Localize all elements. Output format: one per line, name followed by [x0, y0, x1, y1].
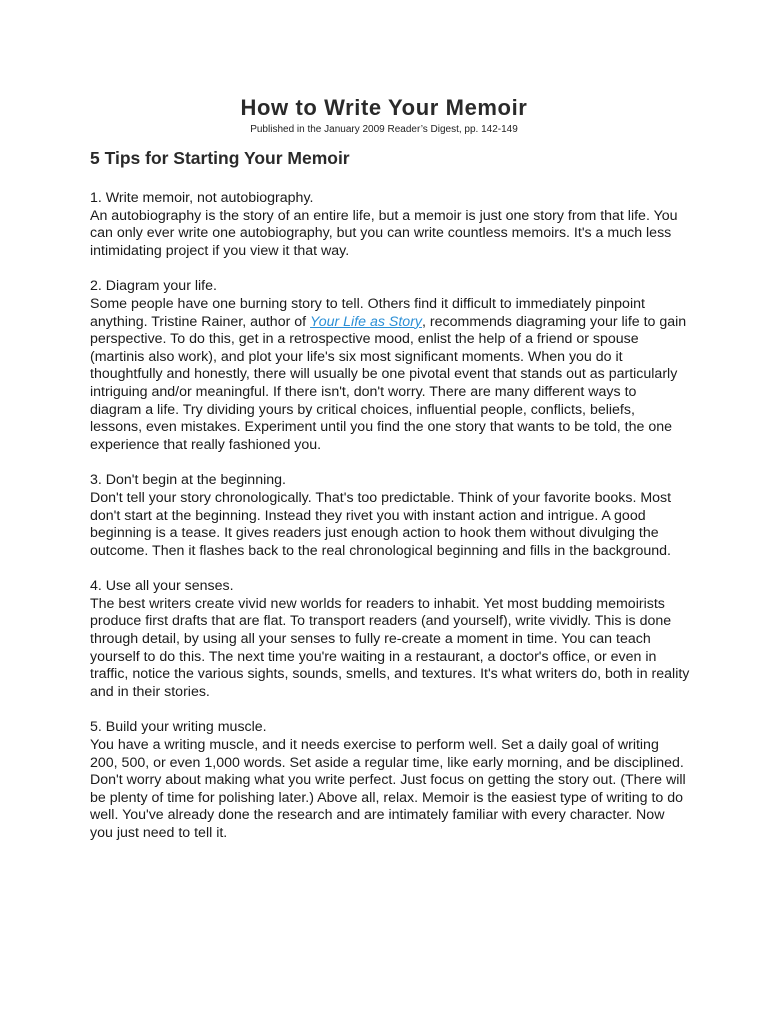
tip-4	[90, 578, 690, 701]
tip-heading: 3. Don't begin at the beginning.	[90, 472, 286, 489]
tip-body-text: Some people have one burning story to tell. Others find it difficult to immediately pinpoint anything. Tristine Rainer, author of	[90, 295, 645, 330]
tip-body: An autobiography is the story of an entire life, but a memoir is just one story from that life. You can only ever write one autobiography, but you can write countless memoirs. It's a much less intimidating project if you view it that way.	[90, 207, 678, 259]
publication-note: Published in the January 2009 Reader’s Digest, pp. 142-149	[250, 124, 518, 135]
tip-body-text: , recommends diagraming your life to gain perspective. To do this, get in a retrospective mood, enlist the help of a friend or spouse (martinis also work), and plot your life's six most significant moments. When you do it thoughtfully and honestly, there will usually be one pivotal event that stands out as particularly intriguing and/or meaningful. If there isn't, don't worry. There are many different ways to diagram a life. Try dividing yours by critical choices, influential people, conflicts, beliefs, lessons, even mistakes. Experiment until you find the one story that wants to be told, the one experience that really fashioned you.	[90, 313, 687, 453]
tips-list	[90, 190, 690, 861]
section-heading: 5 Tips for Starting Your Memoir	[90, 148, 350, 168]
tip-body: Don't tell your story chronologically. That's too predictable. Think of your favorite books. Most don't start at the beginning. Instead they rivet you with instant action and intrigue. A good beginning is a tease. It gives readers just enough action to hook them without divulging the outcome. Then it flashes back to the real chronological beginning and fills in the background.	[90, 489, 672, 559]
tip-body: The best writers create vivid new worlds for readers to inhabit. Yet most budding memoirists produce first drafts that are flat. To transport readers (and yourself), write vividly. This is done through detail, by using all your senses to fully re-create a moment in time. You can teach yourself to do this. The next time you're waiting in a restaurant, a doctor's office, or even in traffic, notice the various sights, sounds, smells, and textures. It's what writers do, both in reality and in their stories.	[90, 595, 690, 700]
tip-1	[90, 190, 690, 260]
book-link-your-life-as-story[interactable]: Your Life as Story	[310, 313, 423, 330]
tip-heading: 5. Build your writing muscle.	[90, 719, 267, 736]
tip-5	[90, 719, 690, 842]
document-title: How to Write Your Memoir	[240, 95, 528, 120]
tip-body	[90, 296, 690, 454]
tip-3	[90, 472, 690, 560]
tip-body: You have a writing muscle, and it needs exercise to perform well. Set a daily goal of writing 200, 500, or even 1,000 words. Set aside a regular time, like early morning, and be disciplined. Don't worry about making what you write perfect. Just focus on getting the story out. (There will be plenty of time for polishing later.) Above all, relax. Memoir is the easiest type of writing to do well. You've already done the research and are intimately familiar with every character. Now you just need to tell it.	[90, 737, 686, 841]
tip-heading: 1. Write memoir, not autobiography.	[90, 190, 314, 206]
tip-heading: 2. Diagram your life.	[90, 278, 217, 295]
tip-heading: 4. Use all your senses.	[90, 578, 234, 595]
tip-2	[90, 278, 690, 454]
